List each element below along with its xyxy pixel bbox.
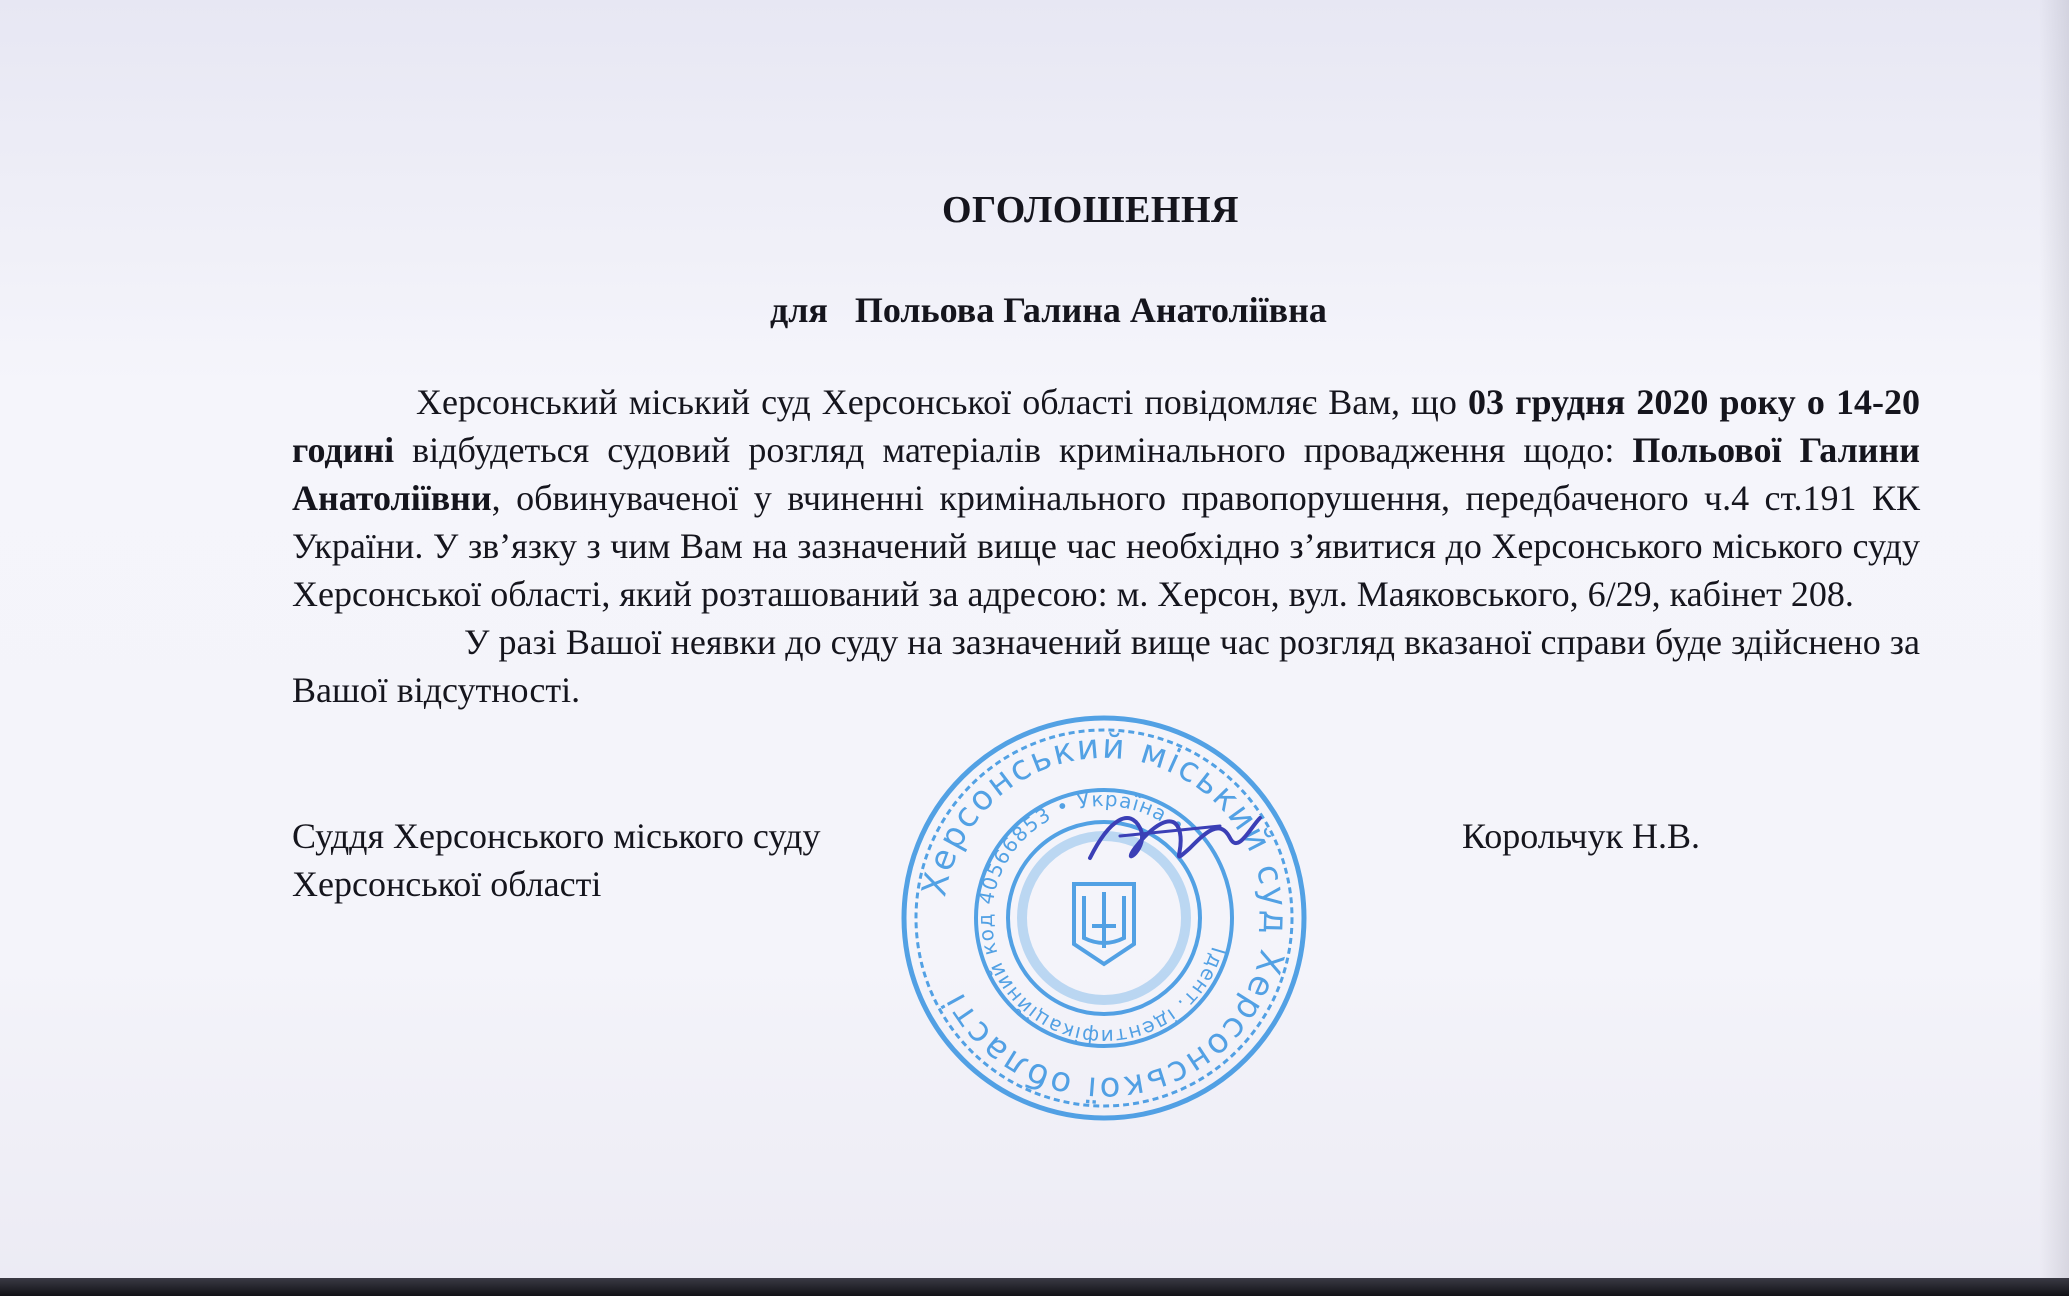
- notice-text-part2: відбудеться судовий розгляд матеріалів кримінального провадження щодо:: [394, 430, 1633, 470]
- signatory-position-line1: Суддя Херсонського міського суду: [292, 816, 821, 856]
- absence-paragraph: У разі Вашої неявки до суду на зазначений вище час розгляд вказаної справи буде здійснено за Вашої відсутності.: [292, 622, 1920, 710]
- document-title: ОГОЛОШЕННЯ: [942, 189, 1239, 231]
- svg-text:Херсонський міський суд Херсон: Херсонський міський суд Херсонської області: [914, 726, 1296, 1110]
- svg-text:Ідент. ідентифікаційний код 40: Ідент. ідентифікаційний код 40566853 • Україна •: [972, 786, 1231, 1050]
- signatory-name: Корольчук Н.В.: [1462, 816, 1700, 856]
- document-body: [292, 378, 1920, 714]
- signatory-position-line2: Херсонської області: [292, 864, 602, 904]
- notice-text-part3: , обвинуваченої у вчиненні кримінального правопорушення, передбаченого ч.4 ст.191 КК України. У зв’язку з чим Вам на зазначений вище час необхідно з’явитися до Херсонського міського суду Херсонської області, який розташований за адресою: м. Херсон, вул. Маяковського, 6/29, кабінет 208.: [292, 478, 1920, 614]
- hearing-date: 03 грудня 2020 року о 14-20 годині: [292, 382, 1920, 470]
- desk-edge: [0, 1278, 2069, 1296]
- notice-text-part1: Херсонський міський суд Херсонської області повідомляє Вам, що: [416, 382, 1468, 422]
- court-seal-stamp: [898, 712, 1310, 1124]
- judge-signature: [1080, 788, 1270, 888]
- signatory-position: [292, 812, 820, 908]
- notice-paragraph: [292, 378, 1920, 618]
- addressee-line: для Польова Галина Анатоліївна: [770, 290, 1327, 330]
- page-shadow: [2039, 0, 2069, 1278]
- accused-name: Польової Галини Анатоліївни: [292, 430, 1921, 518]
